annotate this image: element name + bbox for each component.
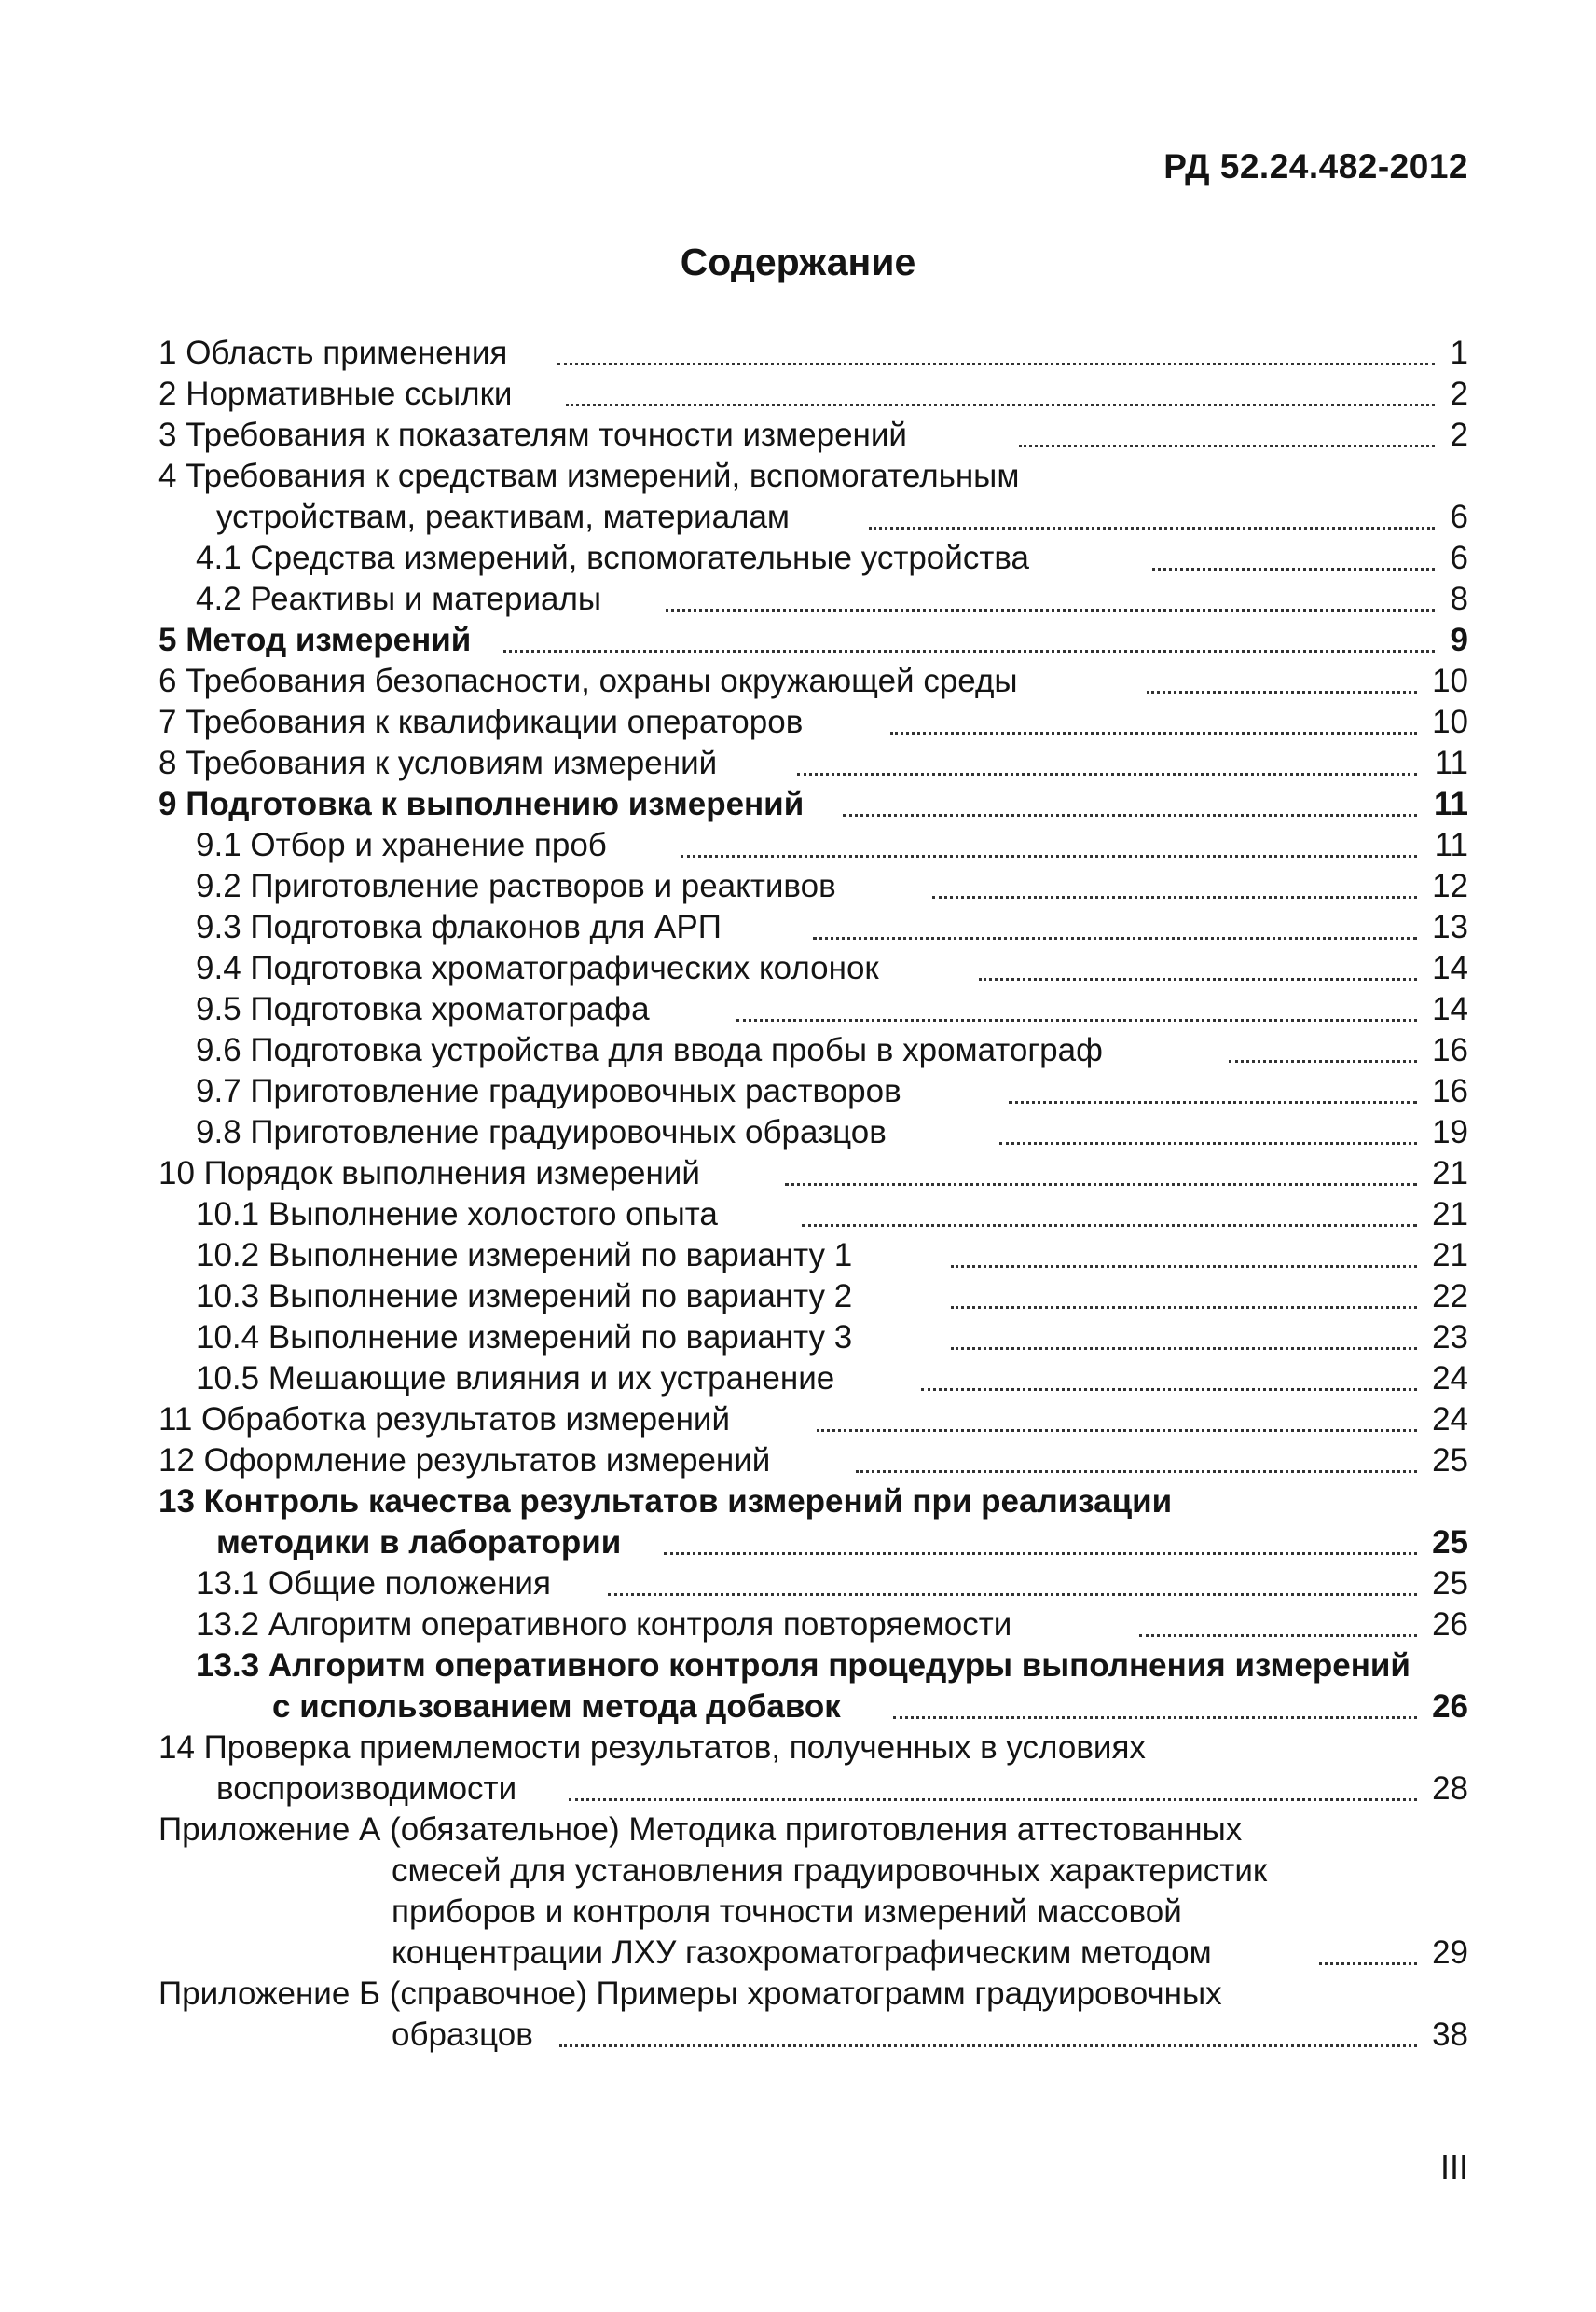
toc-leader-dots [785, 1183, 1417, 1186]
toc-entry-label: 10.5 Мешающие влияния и их устранение [196, 1360, 835, 1397]
toc-leader-dots [503, 650, 1435, 653]
toc-entry-label: 14 Проверка приемлемости результатов, полученных в условиях [158, 1729, 1146, 1766]
toc-entry-page: 25 [1432, 1524, 1468, 1561]
toc-entry[interactable] [0, 825, 1596, 866]
toc-entry[interactable] [0, 702, 1596, 743]
toc-entry[interactable] [0, 1974, 1596, 2015]
toc-entry-page: 11 [1434, 786, 1468, 822]
toc-entry-label: 9.2 Приготовление растворов и реактивов [196, 868, 836, 904]
toc-entry-label: приборов и контроля точности измерений массовой [392, 1893, 1182, 1930]
toc-leader-dots [559, 2044, 1417, 2047]
toc-entry-label: 9.7 Приготовление градуировочных растворов [196, 1073, 901, 1109]
toc-leader-dots [557, 363, 1435, 365]
toc-entry[interactable] [0, 1194, 1596, 1235]
toc-entry-label: смесей для установления градуировочных характеристик [392, 1852, 1268, 1889]
toc-entry[interactable] [0, 1440, 1596, 1481]
toc-leader-dots [951, 1306, 1417, 1309]
toc-entry[interactable] [0, 989, 1596, 1030]
toc-entry-label: методики в лаборатории [216, 1524, 622, 1561]
toc-entry-page: 29 [1432, 1934, 1468, 1971]
toc-heading: Содержание [680, 241, 916, 283]
toc-leader-dots [1229, 1060, 1417, 1063]
toc-entry-page: 24 [1432, 1360, 1468, 1397]
toc-entry-label: 9.6 Подготовка устройства для ввода пробы в хроматограф [196, 1032, 1103, 1068]
toc-leader-dots [979, 978, 1417, 981]
toc-entry-page: 25 [1432, 1565, 1468, 1602]
toc-entry-label: 9.4 Подготовка хроматографических колонок [196, 950, 879, 986]
toc-entry[interactable] [0, 1686, 1596, 1727]
toc-leader-dots [1147, 691, 1417, 694]
toc-entry[interactable] [0, 1071, 1596, 1112]
toc-entry-label: 9.1 Отбор и хранение проб [196, 827, 607, 863]
toc-entry-label: 5 Метод измерений [158, 622, 472, 658]
toc-entry-label: устройствам, реактивам, материалам [216, 499, 790, 535]
toc-leader-dots [869, 527, 1435, 530]
toc-entry-page: 11 [1434, 745, 1468, 781]
toc-entry-label: Приложение Б (справочное) Примеры хроматограмм градуировочных [158, 1975, 1222, 2012]
toc-entry[interactable] [0, 1851, 1596, 1892]
toc-entry[interactable] [0, 579, 1596, 620]
toc-leader-dots [1139, 1634, 1417, 1637]
toc-entry-label: 2 Нормативные ссылки [158, 376, 513, 412]
toc-entry-page: 14 [1432, 991, 1468, 1027]
toc-leader-dots [921, 1388, 1417, 1391]
toc-leader-dots [817, 1429, 1417, 1432]
toc-entry-label: 7 Требования к квалификации операторов [158, 704, 804, 740]
toc-entry[interactable] [0, 1645, 1596, 1686]
toc-entry-page: 9 [1450, 622, 1468, 658]
toc-entry-label: 6 Требования безопасности, охраны окружающей среды [158, 663, 1018, 699]
toc-entry-page: 6 [1450, 540, 1468, 576]
toc-leader-dots [608, 1593, 1417, 1596]
toc-entry-label: 11 Обработка результатов измерений [158, 1401, 731, 1438]
toc-leader-dots [893, 1716, 1417, 1719]
toc-entry[interactable] [0, 1522, 1596, 1563]
toc-entry[interactable] [0, 1933, 1596, 1974]
toc-entry-label: 4.2 Реактивы и материалы [196, 581, 602, 617]
toc-leader-dots [681, 855, 1417, 858]
toc-leader-dots [664, 1552, 1417, 1555]
toc-entry-label: 13.3 Алгоритм оперативного контроля процедуры выполнения измерений [196, 1647, 1410, 1684]
toc-entry[interactable] [0, 866, 1596, 907]
toc-entry-label: с использованием метода добавок [272, 1688, 841, 1725]
toc-entry-label: образцов [392, 2016, 533, 2053]
toc-entry[interactable] [0, 1112, 1596, 1153]
toc-entry-label: Приложение А (обязательное) Методика приготовления аттестованных [158, 1811, 1243, 1848]
toc-entry-page: 12 [1432, 868, 1468, 904]
toc-entry[interactable] [0, 1727, 1596, 1768]
toc-entry-label: 10.1 Выполнение холостого опыта [196, 1196, 718, 1232]
toc-leader-dots [1319, 1962, 1417, 1965]
toc-leader-dots [797, 773, 1417, 776]
toc-leader-dots [736, 1019, 1417, 1022]
toc-entry-page: 10 [1432, 663, 1468, 699]
toc-entry[interactable] [0, 1563, 1596, 1604]
toc-entry[interactable] [0, 538, 1596, 579]
toc-entry-page: 26 [1432, 1606, 1468, 1643]
toc-leader-dots [951, 1265, 1417, 1268]
toc-entry-page: 1 [1450, 335, 1468, 371]
toc-entry[interactable] [0, 1153, 1596, 1194]
toc-entry-page: 16 [1432, 1032, 1468, 1068]
toc-entry-page: 21 [1432, 1237, 1468, 1273]
toc-entry-page: 14 [1432, 950, 1468, 986]
toc-entry[interactable] [0, 620, 1596, 661]
page-number: III [1439, 2148, 1468, 2186]
toc-leader-dots [666, 609, 1435, 612]
toc-entry-label: воспроизводимости [216, 1770, 517, 1807]
toc-entry[interactable] [0, 1399, 1596, 1440]
toc-entry-label: 13.2 Алгоритм оперативного контроля повторяемости [196, 1606, 1012, 1643]
toc-entry-label: 9.8 Приготовление градуировочных образцов [196, 1114, 887, 1150]
toc-entry-page: 6 [1450, 499, 1468, 535]
toc-entry-label: 12 Оформление результатов измерений [158, 1442, 771, 1479]
toc-entry-label: 10.2 Выполнение измерений по варианту 1 [196, 1237, 853, 1273]
toc-entry-page: 23 [1432, 1319, 1468, 1356]
toc-entry[interactable] [0, 1768, 1596, 1810]
toc-leader-dots [569, 1798, 1417, 1801]
toc-entry-page: 2 [1450, 376, 1468, 412]
toc-entry-label: 13 Контроль качества результатов измерений при реализации [158, 1483, 1173, 1520]
toc-leader-dots [1152, 568, 1435, 571]
toc-entry-label: 10 Порядок выполнения измерений [158, 1155, 700, 1191]
toc-leader-dots [951, 1347, 1417, 1350]
toc-entry-label: 4.1 Средства измерений, вспомогательные устройства [196, 540, 1030, 576]
toc-entry[interactable] [0, 456, 1596, 497]
toc-entry[interactable] [0, 784, 1596, 825]
toc-entry-page: 26 [1432, 1688, 1468, 1725]
toc-entry-label: 3 Требования к показателям точности измерений [158, 417, 907, 453]
toc-leader-dots [1009, 1101, 1417, 1104]
toc-entry[interactable] [0, 661, 1596, 702]
toc-entry[interactable] [0, 1810, 1596, 1851]
toc-leader-dots [932, 896, 1417, 899]
toc-leader-dots [890, 732, 1417, 735]
toc-entry[interactable] [0, 497, 1596, 538]
toc-entry-page: 21 [1432, 1155, 1468, 1191]
toc-entry-label: 9.5 Подготовка хроматографа [196, 991, 650, 1027]
toc-leader-dots [843, 814, 1417, 817]
toc-entry-page: 22 [1432, 1278, 1468, 1314]
toc-entry-page: 2 [1450, 417, 1468, 453]
toc-entry-page: 13 [1432, 909, 1468, 945]
document-code: РД 52.24.482-2012 [1163, 147, 1468, 186]
toc-leader-dots [1019, 445, 1435, 447]
toc-leader-dots [566, 404, 1435, 406]
toc-entry[interactable] [0, 1604, 1596, 1645]
toc-entry-page: 10 [1432, 704, 1468, 740]
toc-entry[interactable] [0, 1481, 1596, 1522]
toc-entry-page: 21 [1432, 1196, 1468, 1232]
toc-entry-label: 8 Требования к условиям измерений [158, 745, 718, 781]
toc-entry[interactable] [0, 1030, 1596, 1071]
toc-entry[interactable] [0, 1235, 1596, 1276]
toc-entry[interactable] [0, 948, 1596, 989]
toc-leader-dots [856, 1470, 1417, 1473]
toc-entry-label: 13.1 Общие положения [196, 1565, 551, 1602]
toc-entry[interactable] [0, 907, 1596, 948]
toc-entry-label: концентрации ЛХУ газохроматографическим методом [392, 1934, 1212, 1971]
toc-entry-page: 24 [1432, 1401, 1468, 1438]
toc-leader-dots [813, 937, 1417, 940]
toc-entry-label: 10.3 Выполнение измерений по варианту 2 [196, 1278, 853, 1314]
toc-entry-label: 10.4 Выполнение измерений по варианту 3 [196, 1319, 853, 1356]
toc-entry-label: 1 Область применения [158, 335, 508, 371]
toc-entry-page: 38 [1432, 2016, 1468, 2053]
toc-entry-page: 25 [1432, 1442, 1468, 1479]
toc-entry[interactable] [0, 415, 1596, 456]
toc-entry[interactable] [0, 1892, 1596, 1933]
toc-entry[interactable] [0, 1358, 1596, 1399]
toc-entry-page: 8 [1450, 581, 1468, 617]
toc-entry-label: 4 Требования к средствам измерений, вспомогательным [158, 458, 1020, 494]
toc-leader-dots [802, 1224, 1417, 1227]
toc-entry[interactable] [0, 1317, 1596, 1358]
toc-entry[interactable] [0, 1276, 1596, 1317]
toc-leader-dots [999, 1142, 1417, 1145]
toc-entry-page: 28 [1432, 1770, 1468, 1807]
toc-entry[interactable] [0, 374, 1596, 415]
toc-entry[interactable] [0, 743, 1596, 784]
toc-entry[interactable] [0, 2015, 1596, 2056]
toc-entry[interactable] [0, 333, 1596, 374]
toc-entry-page: 19 [1432, 1114, 1468, 1150]
toc-entry-page: 11 [1434, 827, 1468, 863]
toc-entry-page: 16 [1432, 1073, 1468, 1109]
toc-entry-label: 9 Подготовка к выполнению измерений [158, 786, 805, 822]
toc-entry-label: 9.3 Подготовка флаконов для АРП [196, 909, 722, 945]
